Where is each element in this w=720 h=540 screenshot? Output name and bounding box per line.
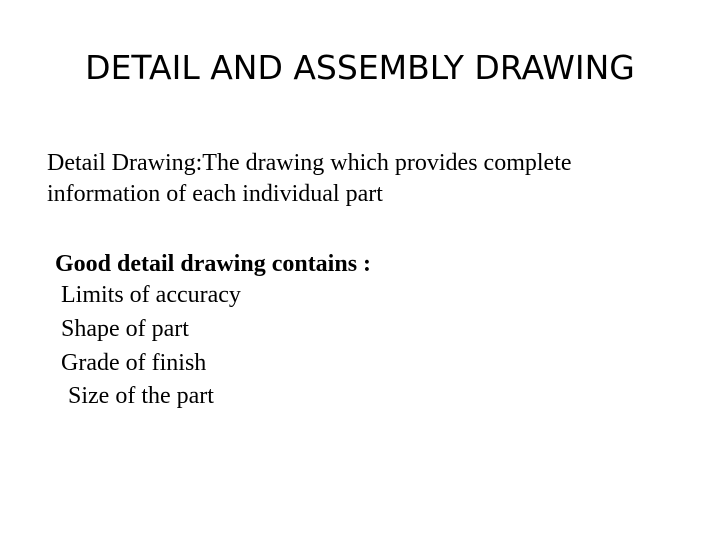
list-item: Grade of finish — [61, 350, 207, 376]
list-item: Limits of accuracy — [61, 282, 241, 308]
contains-heading: Good detail drawing contains : — [55, 251, 372, 277]
list-item: Size of the part — [68, 383, 214, 409]
list-item: Shape of part — [61, 316, 189, 342]
slide-title: DETAIL AND ASSEMBLY DRAWING — [85, 48, 635, 87]
detail-drawing-definition: Detail Drawing:The drawing which provides complete information of each individual part — [47, 150, 572, 207]
